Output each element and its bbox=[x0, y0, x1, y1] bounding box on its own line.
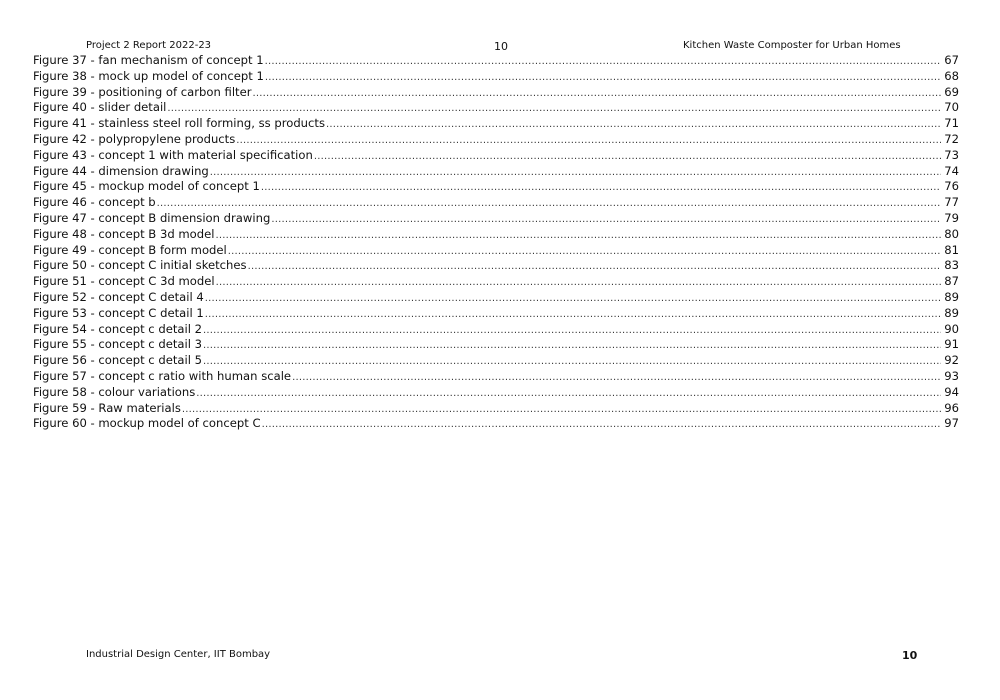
footer-institution: Industrial Design Center, IIT Bombay bbox=[86, 649, 271, 660]
toc-dot-leader bbox=[205, 291, 941, 306]
list-of-figures bbox=[33, 53, 959, 432]
toc-entry-page-number: 68 bbox=[944, 68, 959, 83]
toc-entry-label: Figure 46 - concept b bbox=[33, 195, 156, 210]
toc-entry-page-number: 81 bbox=[944, 242, 959, 257]
toc-entry-page-number: 83 bbox=[944, 258, 959, 273]
toc-entry-page-number: 69 bbox=[944, 84, 959, 99]
toc-dot-leader bbox=[265, 54, 941, 69]
toc-entry-label: Figure 53 - concept C detail 1 bbox=[33, 305, 204, 320]
toc-entry-label: Figure 59 - Raw materials bbox=[33, 400, 181, 415]
toc-dot-leader bbox=[205, 307, 941, 322]
toc-entry[interactable] bbox=[33, 322, 959, 338]
toc-entry-label: Figure 42 - polypropylene products bbox=[33, 131, 236, 146]
toc-entry[interactable] bbox=[33, 337, 959, 353]
toc-entry[interactable] bbox=[33, 258, 959, 274]
toc-entry-page-number: 72 bbox=[944, 131, 959, 146]
toc-entry[interactable] bbox=[33, 385, 959, 401]
toc-entry-label: Figure 39 - positioning of carbon filter bbox=[33, 84, 252, 99]
toc-dot-leader bbox=[203, 323, 941, 338]
footer-page-number: 10 bbox=[902, 649, 918, 662]
toc-entry-page-number: 89 bbox=[944, 305, 959, 320]
toc-dot-leader bbox=[216, 275, 941, 290]
toc-entry[interactable] bbox=[33, 369, 959, 385]
toc-dot-leader bbox=[271, 212, 941, 227]
toc-dot-leader bbox=[292, 370, 941, 385]
toc-entry-page-number: 71 bbox=[944, 116, 959, 131]
toc-entry[interactable] bbox=[33, 179, 959, 195]
toc-dot-leader bbox=[203, 338, 941, 353]
toc-entry-label: Figure 37 - fan mechanism of concept 1 bbox=[33, 53, 264, 67]
toc-entry-label: Figure 38 - mock up model of concept 1 bbox=[33, 68, 264, 83]
toc-dot-leader bbox=[253, 86, 942, 101]
toc-entry[interactable] bbox=[33, 401, 959, 417]
toc-entry-page-number: 92 bbox=[944, 353, 959, 368]
toc-entry-page-number: 91 bbox=[944, 337, 959, 352]
toc-entry[interactable] bbox=[33, 148, 959, 164]
toc-entry[interactable] bbox=[33, 211, 959, 227]
toc-dot-leader bbox=[228, 244, 941, 259]
header-report-title: Project 2 Report 2022-23 bbox=[86, 40, 212, 51]
toc-entry[interactable] bbox=[33, 69, 959, 85]
toc-entry-page-number: 93 bbox=[944, 368, 959, 383]
toc-entry-page-number: 87 bbox=[944, 274, 959, 289]
toc-entry-label: Figure 60 - mockup model of concept C bbox=[33, 416, 261, 431]
toc-entry-page-number: 76 bbox=[944, 179, 959, 194]
toc-dot-leader bbox=[203, 354, 941, 369]
toc-entry[interactable] bbox=[33, 227, 959, 243]
page-footer bbox=[0, 649, 1000, 663]
toc-entry-page-number: 70 bbox=[944, 100, 959, 115]
toc-entry-label: Figure 56 - concept c detail 5 bbox=[33, 353, 203, 368]
toc-entry[interactable] bbox=[33, 274, 959, 290]
toc-dot-leader bbox=[314, 149, 941, 164]
header-page-number: 10 bbox=[494, 40, 508, 53]
toc-entry-page-number: 80 bbox=[944, 226, 959, 241]
toc-dot-leader bbox=[262, 417, 941, 432]
header-project-title: Kitchen Waste Composter for Urban Homes bbox=[683, 40, 901, 51]
toc-dot-leader bbox=[236, 133, 941, 148]
toc-entry-page-number: 77 bbox=[944, 195, 959, 210]
toc-entry-label: Figure 49 - concept B form model bbox=[33, 242, 227, 257]
toc-entry-page-number: 90 bbox=[944, 321, 959, 336]
toc-entry[interactable] bbox=[33, 306, 959, 322]
toc-entry-label: Figure 58 - colour variations bbox=[33, 384, 196, 399]
toc-entry-page-number: 89 bbox=[944, 289, 959, 304]
toc-entry-label: Figure 40 - slider detail bbox=[33, 100, 167, 115]
toc-entry-label: Figure 52 - concept C detail 4 bbox=[33, 289, 204, 304]
toc-dot-leader bbox=[265, 70, 941, 85]
toc-entry[interactable] bbox=[33, 353, 959, 369]
toc-entry[interactable] bbox=[33, 416, 959, 432]
toc-entry-label: Figure 48 - concept B 3d model bbox=[33, 226, 215, 241]
toc-entry-label: Figure 50 - concept C initial sketches bbox=[33, 258, 247, 273]
toc-entry-label: Figure 47 - concept B dimension drawing bbox=[33, 210, 271, 225]
toc-entry[interactable] bbox=[33, 53, 959, 69]
toc-dot-leader bbox=[326, 117, 941, 132]
toc-dot-leader bbox=[215, 228, 941, 243]
toc-entry-label: Figure 51 - concept C 3d model bbox=[33, 274, 215, 289]
toc-entry[interactable] bbox=[33, 290, 959, 306]
toc-entry-label: Figure 55 - concept c detail 3 bbox=[33, 337, 203, 352]
toc-entry[interactable] bbox=[33, 195, 959, 211]
toc-entry[interactable] bbox=[33, 243, 959, 259]
toc-dot-leader bbox=[248, 259, 941, 274]
toc-entry-page-number: 94 bbox=[944, 384, 959, 399]
toc-dot-leader bbox=[157, 196, 941, 211]
toc-entry[interactable] bbox=[33, 85, 959, 101]
toc-dot-leader bbox=[196, 386, 941, 401]
toc-dot-leader bbox=[167, 101, 941, 116]
toc-entry-page-number: 96 bbox=[944, 400, 959, 415]
toc-entry-label: Figure 41 - stainless steel roll forming, ss products bbox=[33, 116, 325, 131]
toc-entry-label: Figure 44 - dimension drawing bbox=[33, 163, 209, 178]
toc-entry[interactable] bbox=[33, 132, 959, 148]
toc-entry[interactable] bbox=[33, 116, 959, 132]
page-header bbox=[0, 40, 1000, 54]
toc-entry-page-number: 74 bbox=[944, 163, 959, 178]
toc-entry-page-number: 73 bbox=[944, 147, 959, 162]
toc-entry[interactable] bbox=[33, 100, 959, 116]
toc-entry-page-number: 97 bbox=[944, 416, 959, 431]
toc-entry-label: Figure 57 - concept c ratio with human scale bbox=[33, 368, 292, 383]
toc-dot-leader bbox=[182, 402, 941, 417]
toc-dot-leader bbox=[210, 165, 941, 180]
toc-entry-label: Figure 45 - mockup model of concept 1 bbox=[33, 179, 260, 194]
toc-dot-leader bbox=[261, 180, 941, 195]
toc-entry-label: Figure 54 - concept c detail 2 bbox=[33, 321, 203, 336]
toc-entry-page-number: 79 bbox=[944, 210, 959, 225]
toc-entry[interactable] bbox=[33, 164, 959, 180]
toc-entry-page-number: 67 bbox=[944, 53, 959, 67]
toc-entry-label: Figure 43 - concept 1 with material specification bbox=[33, 147, 313, 162]
